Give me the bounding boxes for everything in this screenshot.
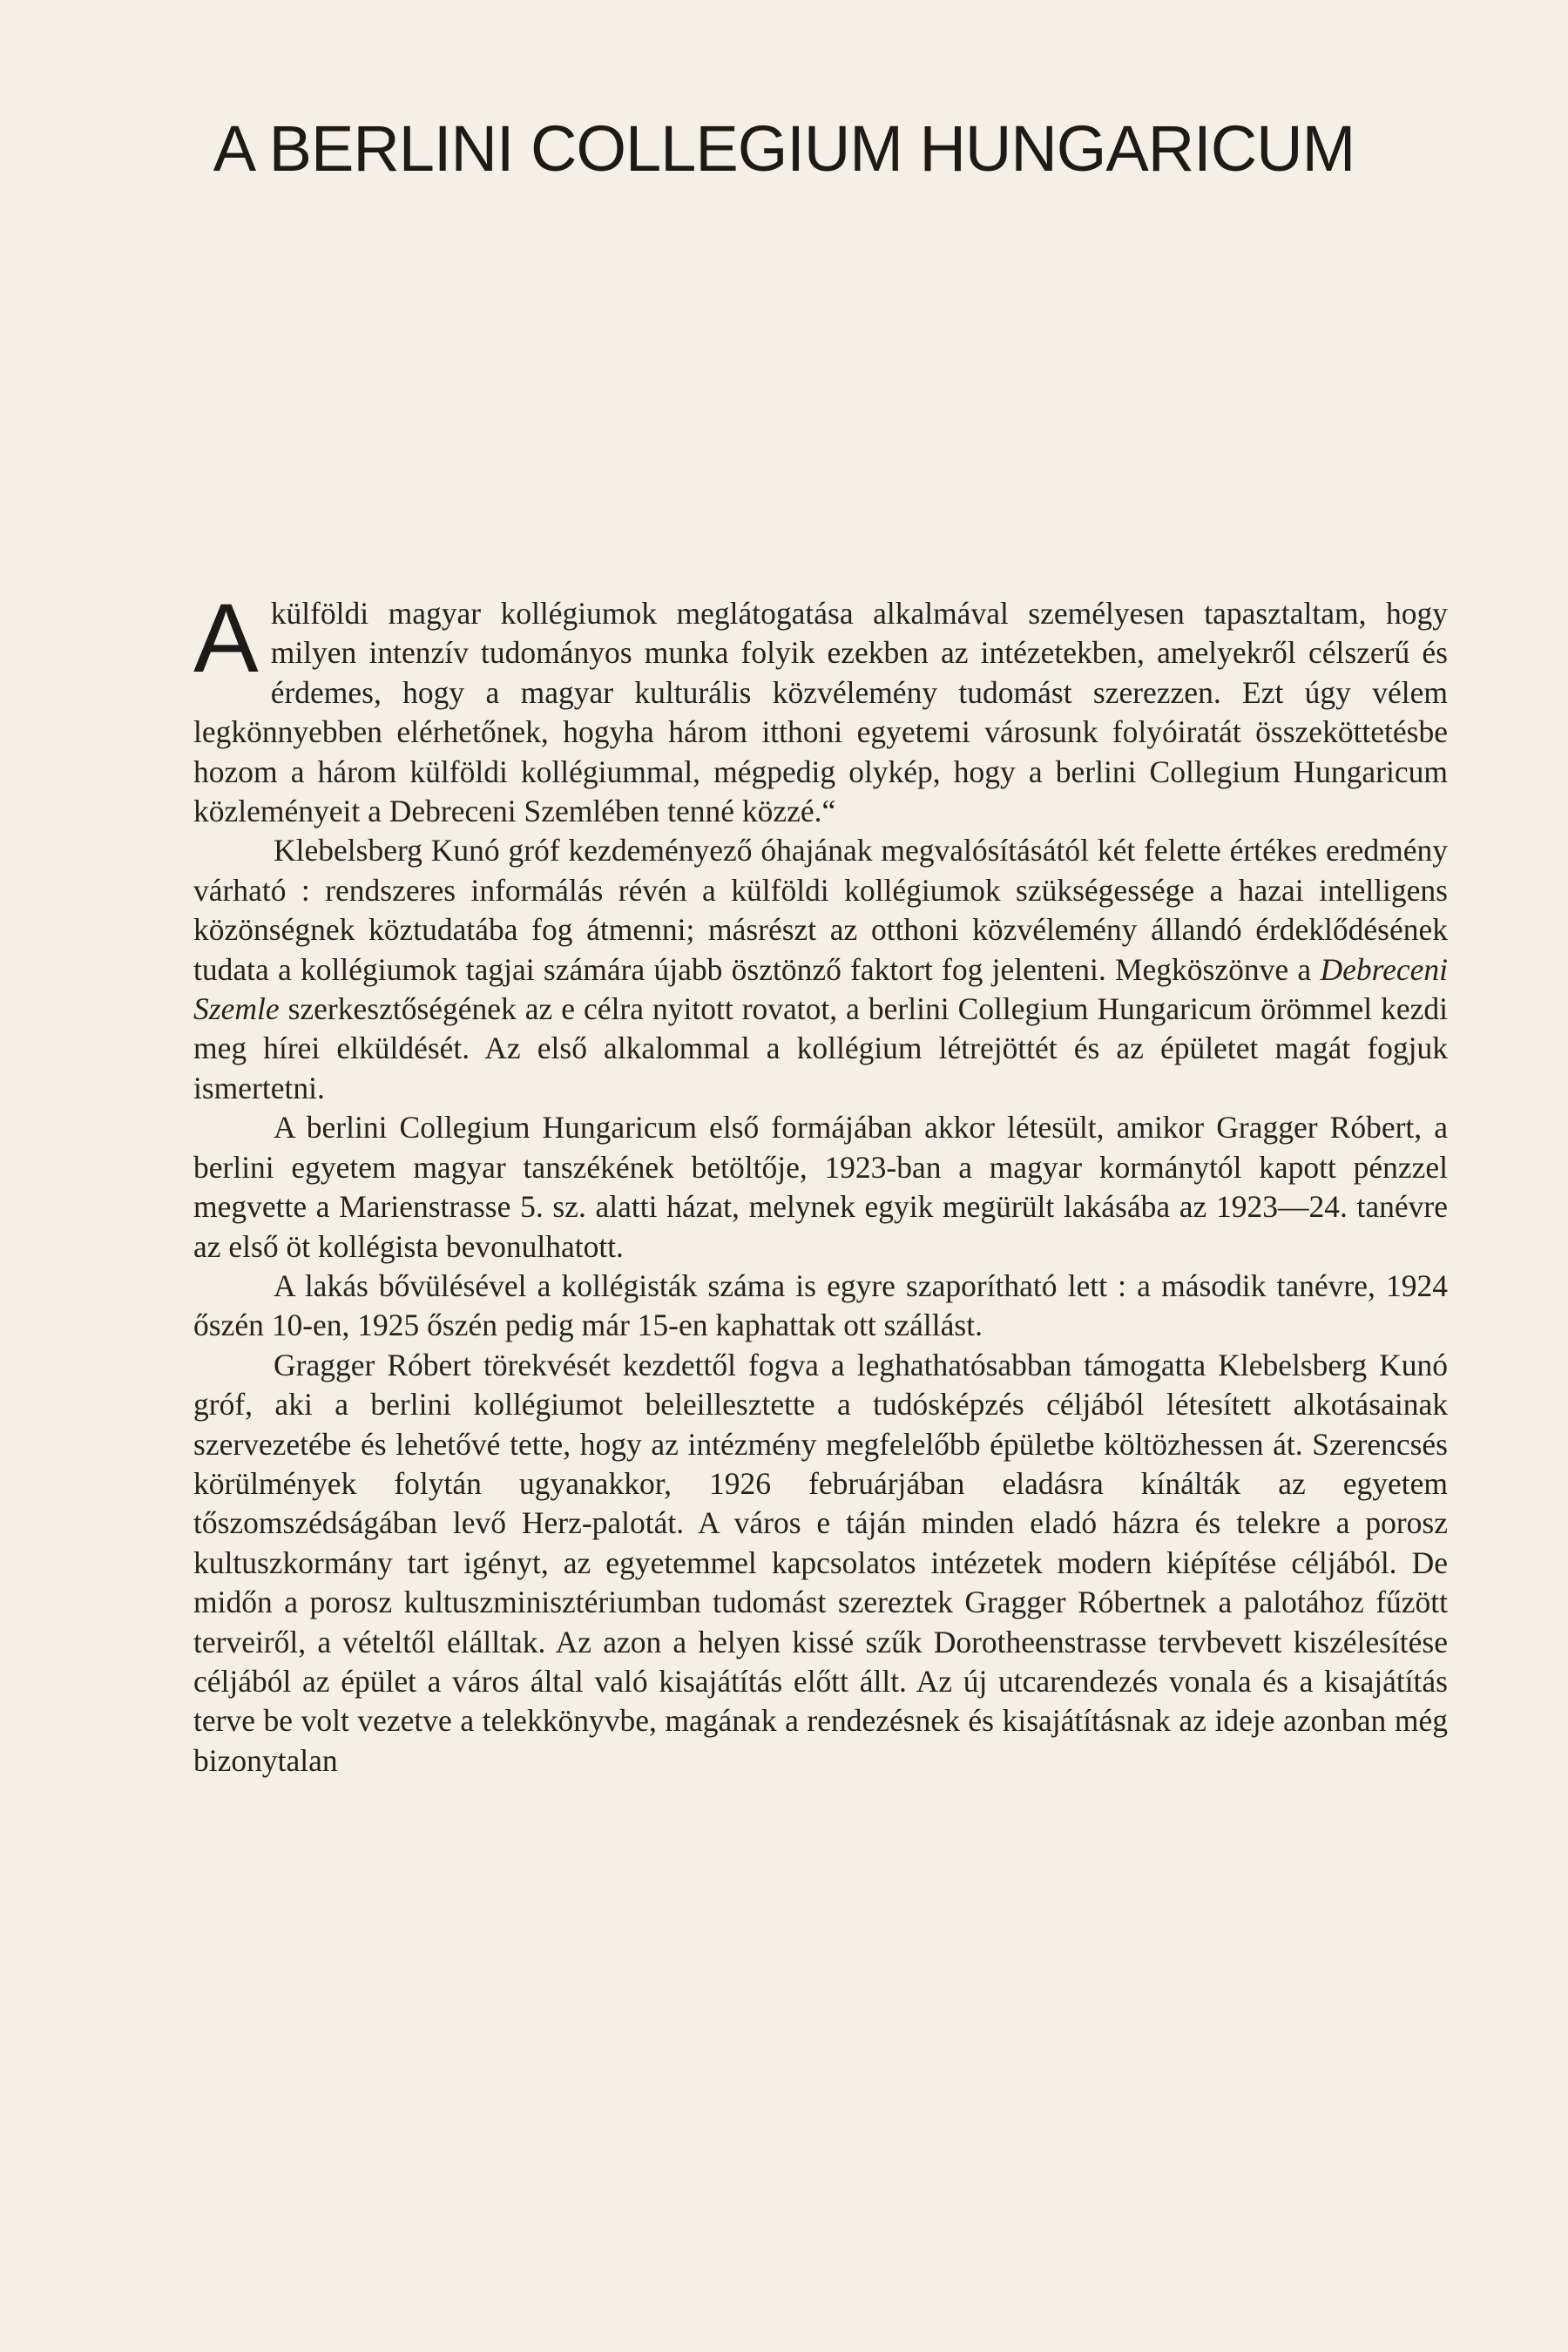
paragraph-2-text-b: szerkesztőségének az e célra nyitott rovatot, a berlini Collegium Hungaricum örömmel kezdi meg hírei elküldését. Az első alkalommal a kollégium létrejöttét és az épületet magát fogjuk ismertetni. bbox=[193, 991, 1448, 1105]
paragraph-2 bbox=[193, 831, 1448, 1108]
article-body bbox=[193, 584, 1448, 1781]
paragraph-2-text-a: Klebelsberg Kunó gróf kezdeményező óhajának megvalósításától két felette értékes eredmény várható : rendszeres informálás révén a külföldi kollégiumok szükségessége a hazai intelligens közönségnek köztudatába fog átmenni; másrészt az otthoni közvélemény állandó érdeklődésének tudata a kollégiumok tagjai számára újabb ösztönző faktort fog jelenteni. Megköszönve a bbox=[193, 833, 1448, 987]
paragraph-1 bbox=[193, 584, 1448, 831]
drop-cap: A bbox=[193, 584, 259, 693]
paragraph-4: A lakás bővülésével a kollégisták száma is egyre szaporítható lett : a második tanévre, 1924 őszén 10-en, 1925 őszén pedig már 15-en kaphattak ott szállást. bbox=[193, 1267, 1448, 1343]
article-title: A BERLINI COLLEGIUM HUNGARICUM bbox=[213, 112, 1355, 185]
paragraph-5: Gragger Róbert törekvését kezdettől fogva a leghathatósabban támogatta Klebelsberg Kunó gróf, aki a berlini kollégiumot beleillesztette a tudósképzés céljából létesített alkotásainak szervezetébe és lehetővé tette, hogy az intézmény megfelelőbb épületbe költözhessen át. Szerencsés körülmények folytán ugyanakkor, 1926 februárjában eladásra kínálták az egyetem tőszomszédságában levő Herz-palotát. A város e táján minden eladó házra és telekre a porosz kultuszkormány tart igényt, az egyetemmel kapcsolatos intézetek modern kiépítése céljából. De midőn a porosz kultuszminisztériumban tudomást szereztek Gragger Róbertnek a palotához fűzött terveiről, a vételtől elálltak. Az azon a helyen kissé szűk Dorotheenstrasse tervbevett kiszélesítése céljából az épület a város által való kisajátítás előtt állt. Az új utcarendezés vonala és a kisajátítás terve be volt vezetve a telekkönyvbe, magának a rendezésnek és kisajátításnak az ideje azonban még bizonytalan bbox=[193, 1347, 1448, 1778]
paragraph-3: A berlini Collegium Hungaricum első formájában akkor létesült, amikor Gragger Róbert, a berlini egyetem magyar tanszékének betöltője, 1923-ban a magyar kormánytól kapott pénzzel megvette a Marienstrasse 5. sz. alatti házat, melynek egyik megürült lakásába az 1923—24. tanévre az első öt kollégista bevonulhatott. bbox=[193, 1110, 1448, 1264]
paragraph-1-text: külföldi magyar kollégiumok meglátogatása alkalmával személyesen tapasztaltam, hogy milyen intenzív tudományos munka folyik ezekben az intézetekben, amelyekről célszerű és érdemes, hogy a magyar kulturális közvélemény tudomást szerezzen. Ezt úgy vélem legkönnyebben elérhetőnek, hogyha három itthoni egyetemi városunk folyóiratát összeköttetésbe hozom a három külföldi kollégiummal, mégpedig olykép, hogy a berlini Collegium Hungaricum közleményeit a Debreceni Szemlében tenné közzé.“ bbox=[193, 596, 1448, 829]
journal-name-italic: Debreceni Szemle bbox=[193, 951, 1448, 1027]
